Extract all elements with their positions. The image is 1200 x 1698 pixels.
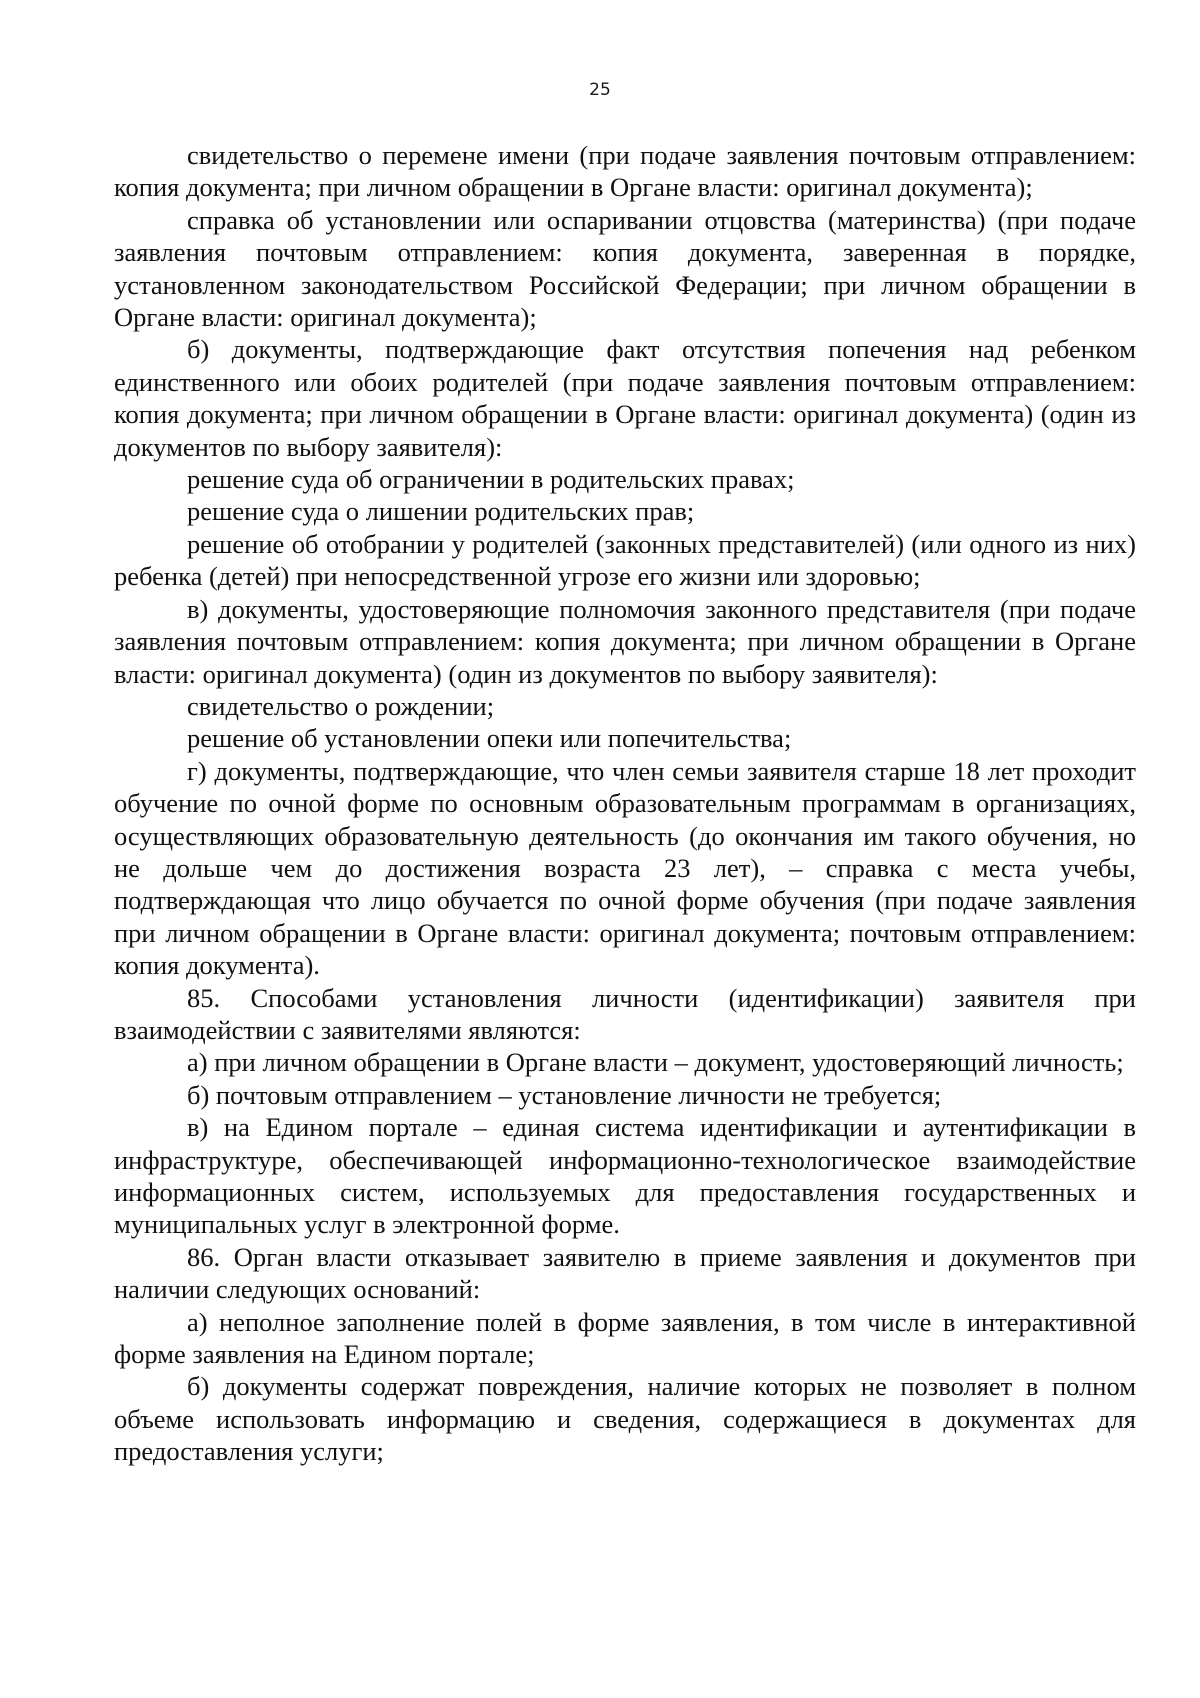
paragraph-85-b: б) почтовым отправлением – установление личности не требуется;	[187, 1079, 942, 1110]
paragraph-item-b-no-parental-care: б) документы, подтверждающие факт отсутствия попечения над ребенком единственного или обоих родителей (при подаче заявления почтовым отправлением: копия документа; при личном обращении в Органе власти: оригинал документа) (один из документов по выбору заявителя):	[114, 334, 1136, 462]
paragraph-86-b: б) документы содержат повреждения, наличие которых не позволяет в полном объеме использовать информацию и сведения, содержащиеся в документах для предоставления услуги;	[114, 1371, 1136, 1467]
paragraph-court-deprivation: решение суда о лишении родительских прав;	[187, 496, 695, 527]
paragraph-85-a: а) при личном обращении в Органе власти – документ, удостоверяющий личность;	[187, 1047, 1124, 1078]
document-body	[114, 139, 1136, 1468]
paragraph-86-refusal: 86. Орган власти отказывает заявителю в приеме заявления и документов при наличии следующих оснований:	[114, 1241, 1136, 1305]
paragraph-item-v-representative: в) документы, удостоверяющие полномочия законного представителя (при подаче заявления почтовым отправлением: копия документа; при личном обращении в Органе власти: оригинал документа) (один из документов по выбору заявителя):	[114, 593, 1136, 689]
paragraph-item-g-education: г) документы, подтверждающие, что член семьи заявителя старше 18 лет проходит обучение по очной форме по основным образовательным программам в организациях, осуществляющих образовательную деятельность (до окончания им такого обучения, но не дольше чем до достижения возраста 23 лет), – справка с места учебы, подтверждающая что лицо обучается по очной форме обучения (при подаче заявления при личном обращении в Органе власти: оригинал документа; почтовым отправлением: копия документа).	[114, 755, 1136, 981]
paragraph-85-identification: 85. Способами установления личности (идентификации) заявителя при взаимодействии с заявителями являются:	[114, 982, 1136, 1045]
paragraph-paternity-certificate: справка об установлении или оспаривании отцовства (материнства) (при подаче заявления почтовым отправлением: копия документа, заверенная в порядке, установленном законодательством Российской Федерации; при личном обращении в Органе власти: оригинал документа);	[114, 204, 1136, 333]
paragraph-name-change-certificate: свидетельство о перемене имени (при подаче заявления почтовым отправлением: копия документа; при личном обращении в Органе власти: оригинал документа);	[114, 140, 1136, 203]
paragraph-child-removal: решение об отобрании у родителей (законных представителей) (или одного из них) ребенка (детей) при непосредственной угрозе его жизни или здоровью;	[114, 528, 1136, 592]
paragraph-85-v: в) на Едином портале – единая система идентификации и аутентификации в инфраструктуре, обеспечивающей информационно-технологическое взаимодействие информационных систем, используемых для предоставления государственных и муниципальных услуг в электронной форме.	[114, 1112, 1136, 1240]
paragraph-guardianship-decision: решение об установлении опеки или попечительства;	[187, 723, 792, 754]
paragraph-court-restriction: решение суда об ограничении в родительских правах;	[187, 464, 795, 495]
paragraph-86-a: а) неполное заполнение полей в форме заявления, в том числе в интерактивной форме заявления на Едином портале;	[114, 1306, 1136, 1370]
paragraph-birth-certificate: свидетельство о рождении;	[187, 690, 495, 721]
page-number: 25	[589, 80, 611, 100]
